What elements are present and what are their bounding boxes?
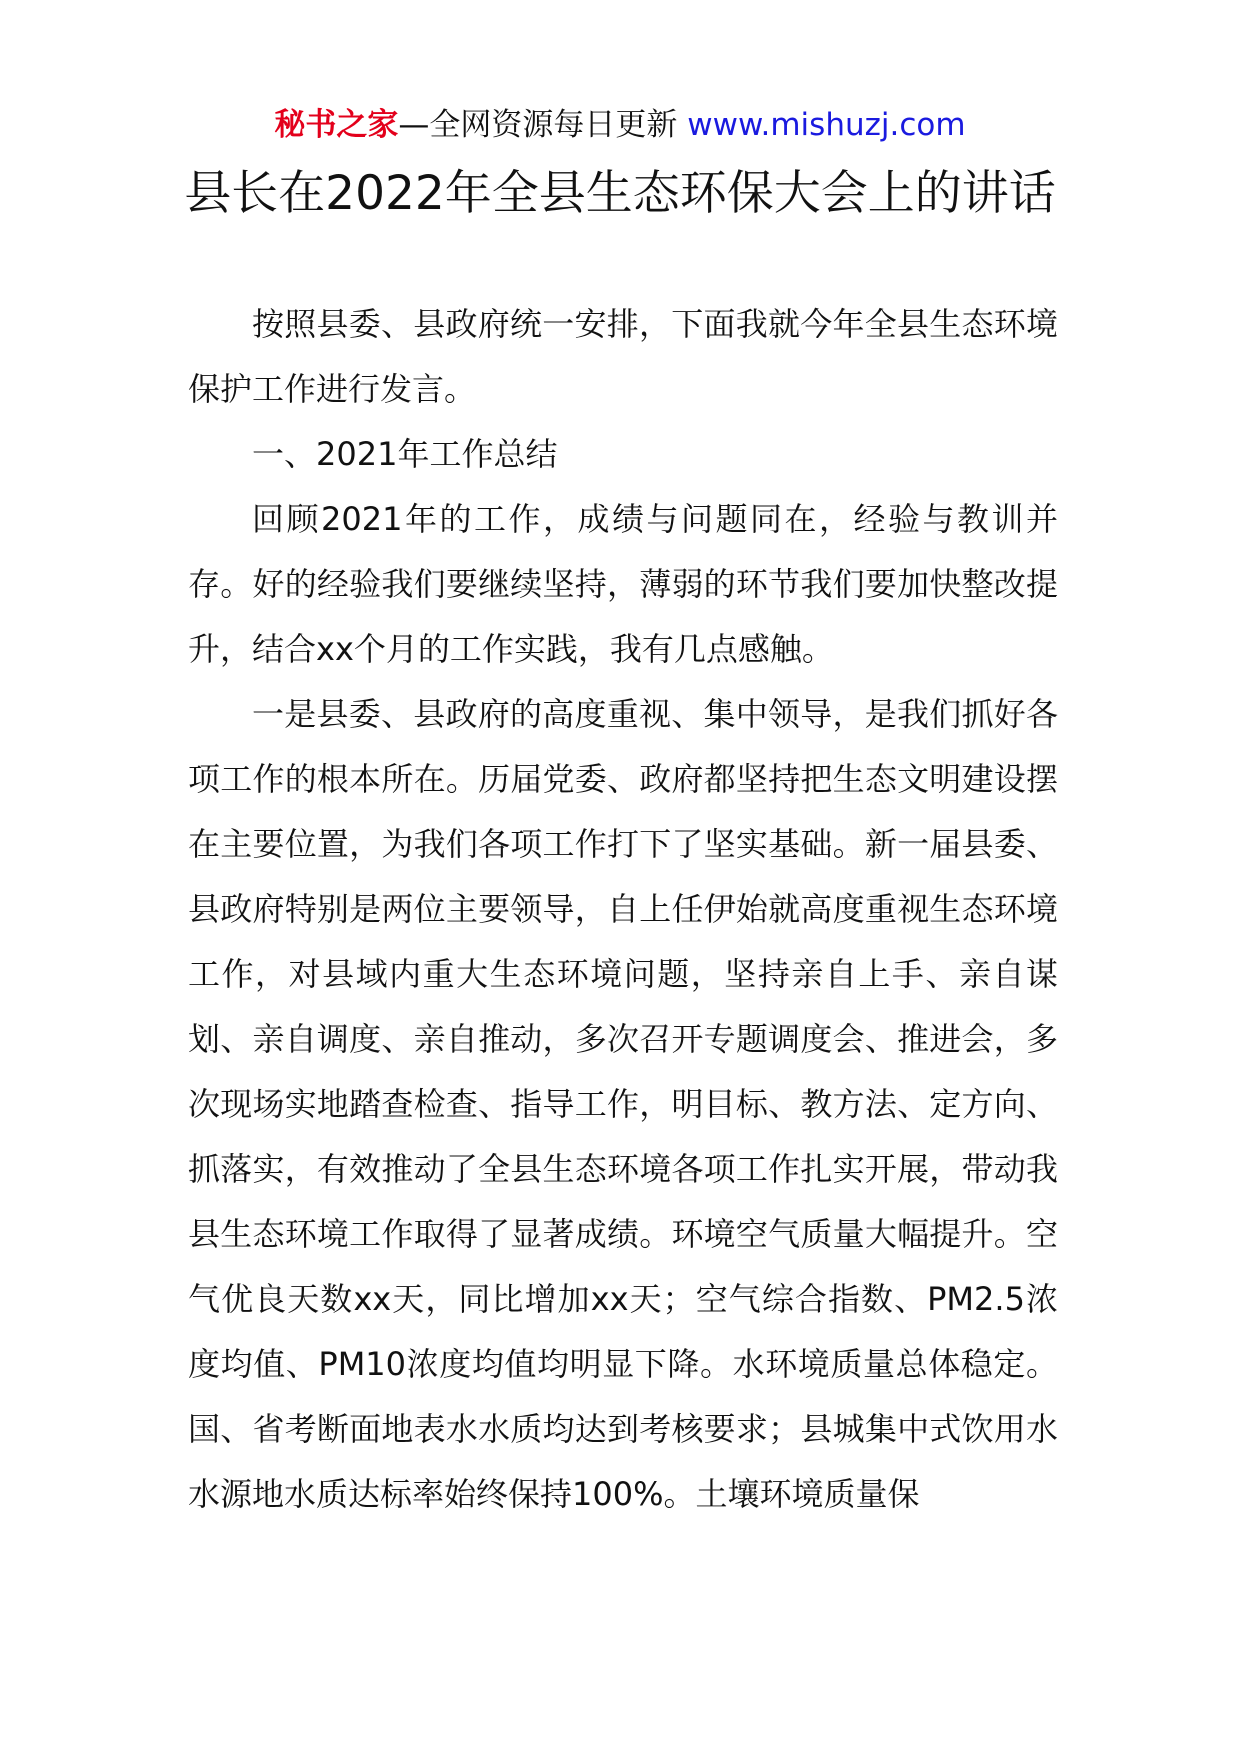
paragraph-intro: 按照县委、县政府统一安排，下面我就今年全县生态环境保护工作进行发言。 [188,305,1058,408]
site-url-link[interactable]: www.mishuzj.com [687,107,966,143]
site-brand: 秘书之家 [274,107,399,143]
site-slogan: —全网资源每日更新 [398,107,678,143]
document-body [188,292,1058,1527]
section-heading: 一、2021年工作总结 [252,435,558,473]
document-title: 县长在2022年全县生态环保大会上的讲话 [184,166,1056,221]
site-header [0,100,1240,150]
paragraph-point-one: 一是县委、县政府的高度重视、集中领导，是我们抓好各项工作的根本所在。历届党委、政府都坚持把生态文明建设摆在主要位置，为我们各项工作打下了坚实基础。新一届县委、县政府特别是两位主要领导，自上任伊始就高度重视生态环境工作，对县域内重大生态环境问题，坚持亲自上手、亲自谋划、亲自调度、亲自推动，多次召开专题调度会、推进会，多次现场实地踏查检查、指导工作，明目标、教方法、定方向、抓落实，有效推动了全县生态环境各项工作扎实开展，带动我县生态环境工作取得了显著成绩。环境空气质量大幅提升。空气优良天数xx天，同比增加xx天；空气综合指数、PM2.5浓度均值、PM10浓度均值均明显下降。水环境质量总体稳定。国、省考断面地表水水质均达到考核要求；县城集中式饮用水水源地水质达标率始终保持100%。土壤环境质量保 [188,695,1058,1513]
paragraph-review: 回顾2021年的工作，成绩与问题同在，经验与教训并存。好的经验我们要继续坚持，薄弱的环节我们要加快整改提升，结合xx个月的工作实践，我有几点感触。 [188,500,1058,668]
